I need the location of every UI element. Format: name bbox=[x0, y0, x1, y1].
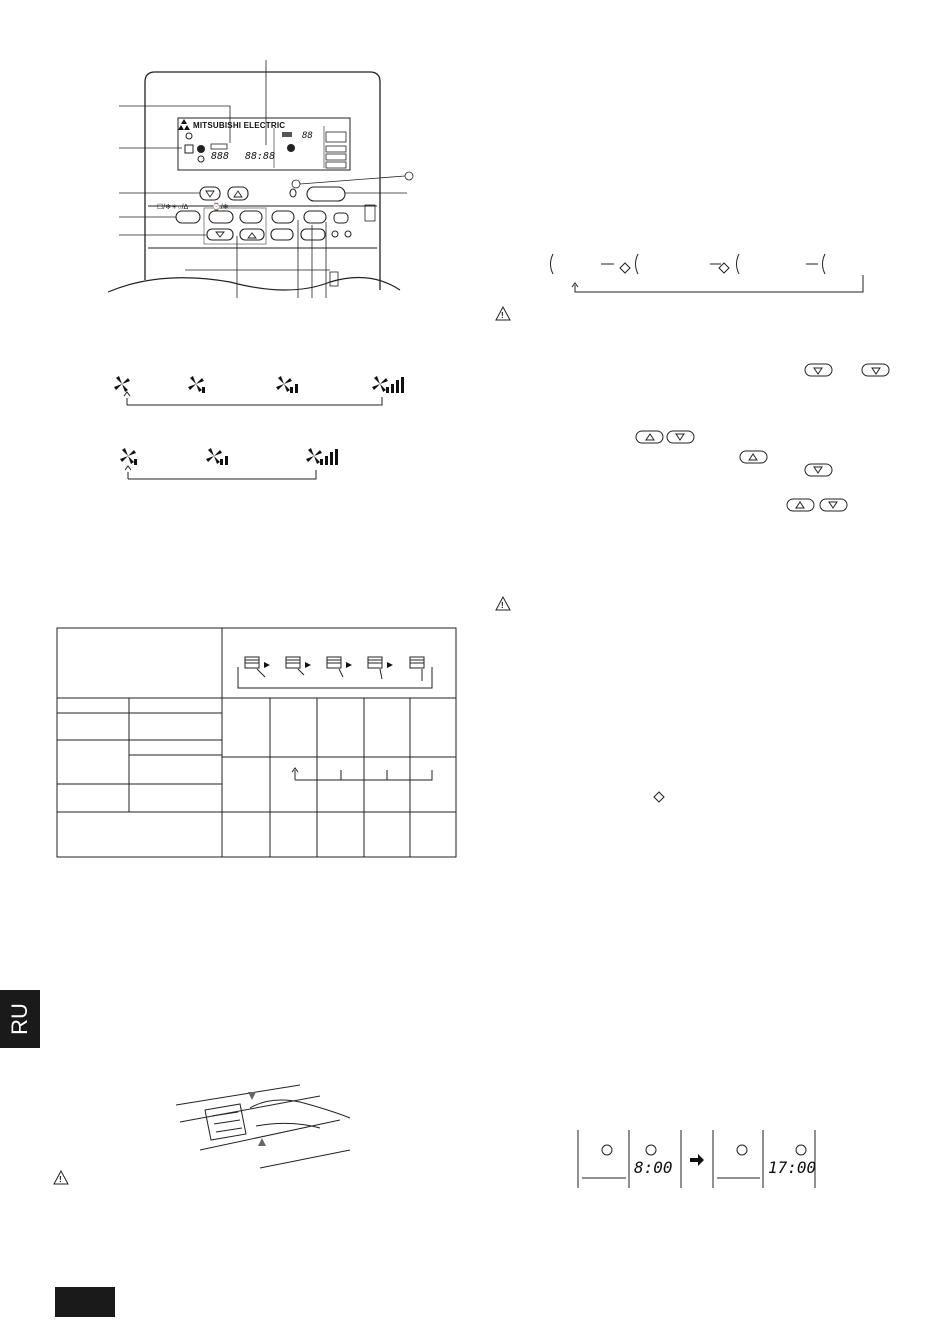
language-tab-label: RU bbox=[7, 1003, 32, 1035]
lcd-top-right: 88 bbox=[302, 131, 313, 141]
lcd-time: 88:88 bbox=[245, 151, 276, 162]
mode-button-label: ☐/❄☀○/Δ bbox=[157, 204, 189, 211]
lcd-temperature: 888 bbox=[211, 151, 230, 162]
timer-before: 8:00 bbox=[634, 1158, 673, 1177]
page-number-box bbox=[55, 1287, 115, 1317]
svg-text:!: ! bbox=[501, 311, 504, 320]
timer-after: 17:00 bbox=[768, 1158, 817, 1177]
language-tab bbox=[0, 990, 40, 1048]
svg-text:!: ! bbox=[501, 601, 504, 610]
svg-text:!: ! bbox=[59, 1175, 62, 1184]
timer-button-label: ⌚/❄ bbox=[212, 204, 229, 211]
brand-logo-text: MITSUBISHI ELECTRIC bbox=[193, 121, 286, 130]
